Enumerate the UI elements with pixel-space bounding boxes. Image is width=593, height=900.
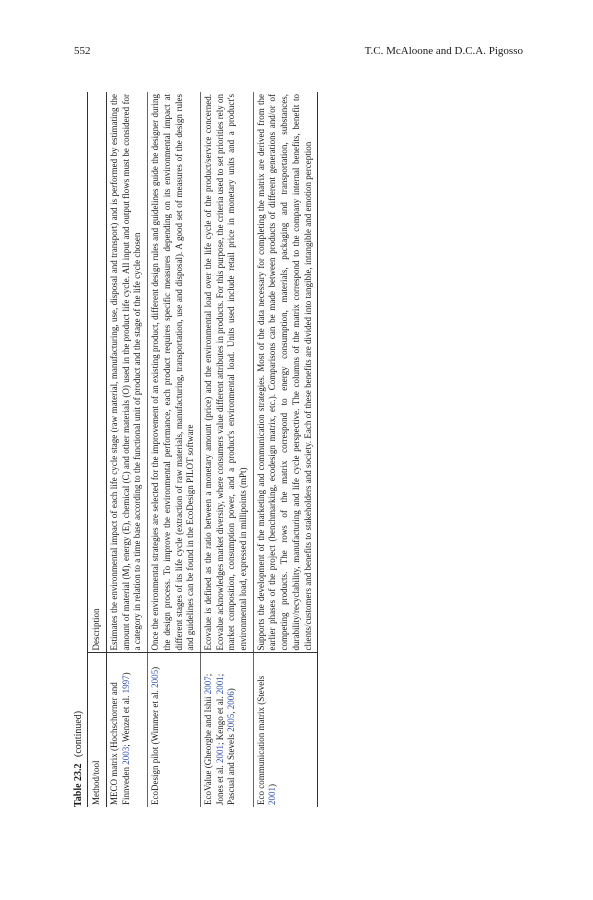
- citation-link[interactable]: 2007: [202, 676, 213, 695]
- method-text: ): [120, 672, 131, 676]
- table-caption-text: (continued): [73, 710, 84, 757]
- table-row: [253, 92, 318, 807]
- table-row: [200, 92, 253, 807]
- citation-link[interactable]: 2001: [267, 787, 278, 805]
- column-header-method: Method/tool: [88, 653, 107, 807]
- method-text: Eco communication matrix (Stevels: [255, 675, 266, 805]
- description-cell: Ecovalue is defined as the ratio between a monetary amount (price) and the environmental load over the life cycle of the product/service concerned. Ecovalue acknowledges market diversity, where consumers value different attributes in products. For this purpose, the criteria used to set priorities rely on market composition, consumption power, and a product's environmental load. Units used include retail price in monetary units and a product's environmental load, expressed in millipoints (mPt): [202, 94, 249, 651]
- table-caption: [71, 92, 87, 807]
- citation-link[interactable]: 2001: [214, 676, 225, 695]
- method-text: MECO matrix (Hochschorner and Finnveden: [109, 682, 131, 805]
- method-text: ; Kengo et al.: [214, 694, 225, 745]
- table-row: [148, 92, 201, 807]
- running-head: T.C. McAloone and D.C.A. Pigosso: [364, 45, 523, 57]
- citation-link[interactable]: 2006: [226, 691, 237, 710]
- description-cell: Once the environmental strategies are selected for the improvement of an existing product, different design rules and guidelines guide the designer during the design process. To improve the environmental performance, each product requires specific measures depending on its environmental impact at different stages of its life cycle (extraction of raw materials, manufacturing, transportation, use and disposal). A good set of measures of the design rules and guidelines can be found in the EcoDesign PILOT software: [150, 94, 196, 651]
- method-text: ): [226, 688, 237, 692]
- citation-link[interactable]: 2001: [214, 745, 225, 763]
- method-text: EcoValue (Gheorghe and Ishii: [202, 694, 213, 805]
- table-row: [107, 92, 148, 807]
- method-cell: [148, 653, 201, 807]
- description-cell: Supports the development of the marketing and communication strategies. Most of the data necessary for completing the matrix are derived from the earlier phases of the project (benchmarking, ecodesign matrix, etc.). Comparisons can be made between products of different generations and/or of competing products. The rows of the matrix correspond to energy consumption, materials, packaging and transportation, substances, durability/recyclability, manufacturing and life cycle perspective. The columns of the matrix correspond to the company internal benefits, benefit to clients/customers and benefits to stakeholders and society. Each of these benefits are divided into tangible, intangible and emotion perception: [255, 94, 313, 651]
- column-header-description: Description: [88, 92, 107, 653]
- method-text: ; Pascual and Stevels: [214, 673, 237, 805]
- table-caption-label: Table 23.2: [73, 763, 84, 807]
- method-text: ; Wenzel et al.: [120, 693, 131, 747]
- method-cell: [253, 653, 318, 807]
- citation-link[interactable]: 2005: [226, 713, 237, 732]
- method-text: EcoDesign pilot (Wimmer et al.: [150, 687, 161, 805]
- method-text: ): [150, 666, 161, 670]
- table-header-row: [88, 92, 107, 807]
- method-cell: [200, 653, 253, 807]
- method-text: ,: [226, 709, 237, 714]
- description-cell: Estimates the environmental impact of each life cycle stage (raw material, manufacturing, use, disposal and transport) and is performed by estimating the amount of material (M), energy (E), chemical (C) and other materials (O) used in the product life cycle. All input and output flows must be considered for a category in relation to a time base according to the functional unit of product and the stage of the life cycle chosen: [109, 94, 143, 651]
- methods-table: [87, 92, 318, 807]
- citation-link[interactable]: 2005: [150, 669, 161, 688]
- method-cell: [107, 653, 148, 807]
- method-text: ): [267, 784, 278, 787]
- citation-link[interactable]: 2003: [120, 746, 131, 765]
- rotated-table-region: [71, 92, 404, 807]
- method-text: ; Jones et al.: [202, 673, 225, 805]
- page-number: 552: [74, 45, 91, 57]
- citation-link[interactable]: 1997: [120, 675, 131, 694]
